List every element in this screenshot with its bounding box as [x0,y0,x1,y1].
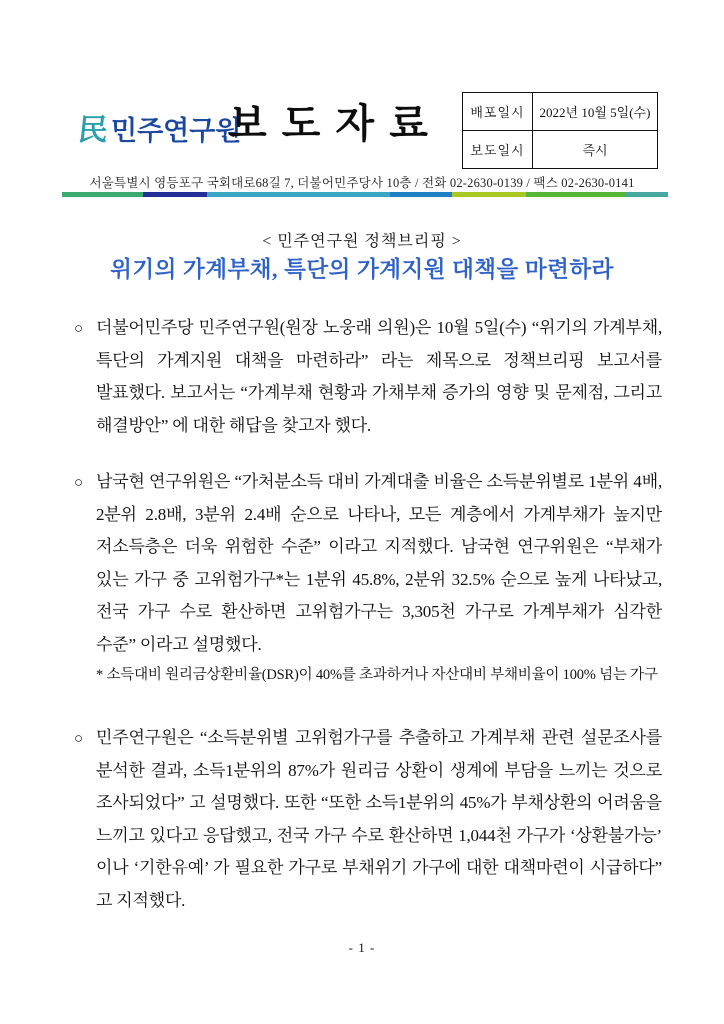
paragraph-researcher-findings [74,466,662,686]
page-title: 위기의 가계부채, 특단의 가계지원 대책을 마련하라 [110,257,614,282]
paragraph-survey-results [74,722,662,917]
paragraph-announcement [74,312,662,442]
minjoo-logo-icon: 民 [76,114,110,147]
distribution-date-label: 배포일시 [463,93,533,131]
brand-bar-segment [626,192,668,197]
bullet-circle: ○ [74,475,84,491]
brand-bar-segment [207,192,391,197]
report-date-label: 보도일시 [463,131,533,169]
brand-bar-segment [452,192,525,197]
distribution-date-value: 2022년 10월 5일(수) [533,93,658,131]
table-row-report-date [463,131,658,169]
document-type-title: 보 도 자 료 [228,102,430,146]
paragraph-text: 민주연구원은 “소득분위별 고위험가구를 추출하고 가계부채 관련 설문조사를 분석한 결과, 소득1분위의 87%가 원리금 상환이 생계에 부담을 느끼는 것으로 조사되었다” 고 설명했다. 또한 “또한 소득1분위의 45%가 부채상환의 어려움을 느끼고 있다고 응답했고, 전국 가구 수로 환산하면 1,044천 가구가 ‘상환불가능’ 이나 ‘기한유예’ 가 필요한 가구로 부채위기 가구에 대한 대책마련이 시급하다” 고 지적했다. [96,728,662,910]
briefing-label: < 민주연구원 정책브리핑 > [262,233,462,250]
brand-bar-segment [143,192,207,197]
bullet-circle: ○ [74,731,84,747]
logo-text: 민주연구원 [111,115,242,146]
report-date-value: 즉시 [533,131,658,169]
address-line: 서울특별시 영등포구 국회대로68길 7, 더불어민주당사 10층 / 전화 02-2630-0139 / 팩스 02-2630-0141 [89,176,635,190]
document-body [74,312,662,917]
paragraph-text: 더불어민주당 민주연구원(원장 노웅래 의원)은 10월 5일(수) “위기의 가계부채, 특단의 가계지원 대책을 마련하라” 라는 제목으로 정책브리핑 보고서를 발표했다. 보고서는 “가계부채 현황과 가채부채 증가의 영향 및 문제점, 그리고 해결방안” 에 대한 해답을 찾고자 했다. [96,318,662,435]
minjoo-institute-logo [78,116,241,146]
table-row-distribution-date [463,93,658,131]
bullet-circle: ○ [74,321,84,337]
page-number: - 1 - [348,940,376,955]
brand-bar-segment [390,192,452,197]
dsr-footnote: * 소득대비 원리금상환비율(DSR)이 40%를 초과하거나 자산대비 부채비율이 100% 넘는 가구 [96,667,658,683]
paragraph-text: 남국현 연구위원은 “가처분소득 대비 가계대출 비율은 소득분위별로 1분위 4배, 2분위 2.8배, 3분위 2.4배 순으로 나타나, 모든 계층에서 가계부채가 높지만 저소득층은 더욱 위험한 수준” 이라고 지적했다. 남국현 연구위원은 “부채가 있는 가구 중 고위험가구*는 1분위 45.8%, 2분위 32.5% 순으로 높게 나타났고, 전국 가구 수로 환산하면 고위험가구는 3,305천 가구로 가계부채가 심각한 수준” 이라고 설명했다. [96,472,662,654]
release-info-table [462,92,658,169]
brand-color-bar [62,192,668,197]
brand-bar-segment [62,192,143,197]
brand-bar-segment [526,192,627,197]
